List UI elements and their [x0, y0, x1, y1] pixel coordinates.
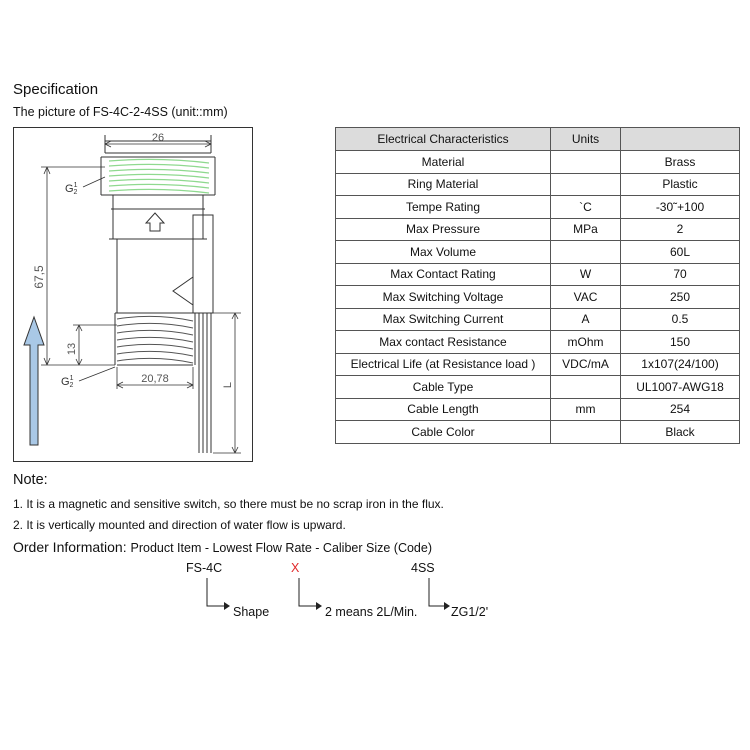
table-row: Material Brass: [336, 151, 740, 174]
cable-wires: [199, 313, 211, 453]
meaning-size: ZG1/2': [451, 605, 489, 619]
header-value: [621, 128, 740, 151]
table-row: Electrical Life (at Resistance load ) VDC/mA 1x107(24/100): [336, 353, 740, 376]
notes-heading: Note:: [13, 472, 48, 488]
sensor-drawing: [13, 127, 253, 462]
dimension-height: [41, 167, 115, 365]
dim-height-label: 67,5: [32, 265, 46, 289]
top-thread: [109, 159, 209, 193]
table-header-row: [336, 128, 740, 151]
page-title: Specification: [13, 81, 99, 98]
dim-thread-label: 13: [66, 342, 78, 356]
flow-direction-icon: [146, 213, 164, 231]
meaning-flow-rate: 2 means 2L/Min.: [325, 605, 418, 619]
thread-bottom-label: $G^1$ 2: [61, 375, 74, 389]
meaning-model: Shape: [233, 605, 270, 619]
table-row: Ring Material Plastic: [336, 173, 740, 196]
dim-cable-label: L: [222, 381, 234, 389]
dim-width-label: 26: [151, 132, 165, 144]
table-row: Max Volume 60L: [336, 241, 740, 264]
dim-diameter-label: 20,78: [141, 373, 169, 385]
table-row: Cable Type UL1007-AWG18: [336, 376, 740, 399]
order-subheading: Product Item - Lowest Flow Rate - Caliber Size (Code): [130, 541, 432, 555]
code-model: FS-4C: [186, 561, 223, 575]
table-row: Max Switching Voltage VAC 250: [336, 286, 740, 309]
table-row: Cable Length mm 254: [336, 398, 740, 421]
order-information: [13, 539, 432, 555]
spec-table: [335, 127, 740, 444]
table-row: Max Pressure MPa 2: [336, 218, 740, 241]
bottom-thread: [117, 316, 193, 363]
code-size: 4SS: [411, 561, 435, 575]
note-item: 2. It is vertically mounted and direction of water flow is upward.: [13, 518, 346, 532]
header-units: Units: [551, 128, 621, 151]
table-row: Tempe Rating `C -30˜+100: [336, 196, 740, 219]
picture-caption: The picture of FS-4C-2-4SS (unit::mm): [13, 105, 228, 119]
sensor-body: [109, 195, 213, 313]
thread-top-label: $G^1$ 2: [65, 182, 78, 196]
code-flow-rate: X: [291, 561, 300, 575]
note-item: 1. It is a magnetic and sensitive switch, so there must be no scrap iron in the flux.: [13, 497, 444, 511]
water-flow-arrow: [24, 317, 44, 445]
table-row: Max Switching Current A 0.5: [336, 308, 740, 331]
table-row: Cable Color Black: [336, 421, 740, 444]
table-row: Max Contact Rating W 70: [336, 263, 740, 286]
table-row: Max contact Resistance mOhm 150: [336, 331, 740, 354]
dimension-thread: [73, 325, 117, 365]
header-characteristics: Electrical Characteristics: [336, 128, 551, 151]
order-heading: Order Information:: [13, 539, 127, 555]
